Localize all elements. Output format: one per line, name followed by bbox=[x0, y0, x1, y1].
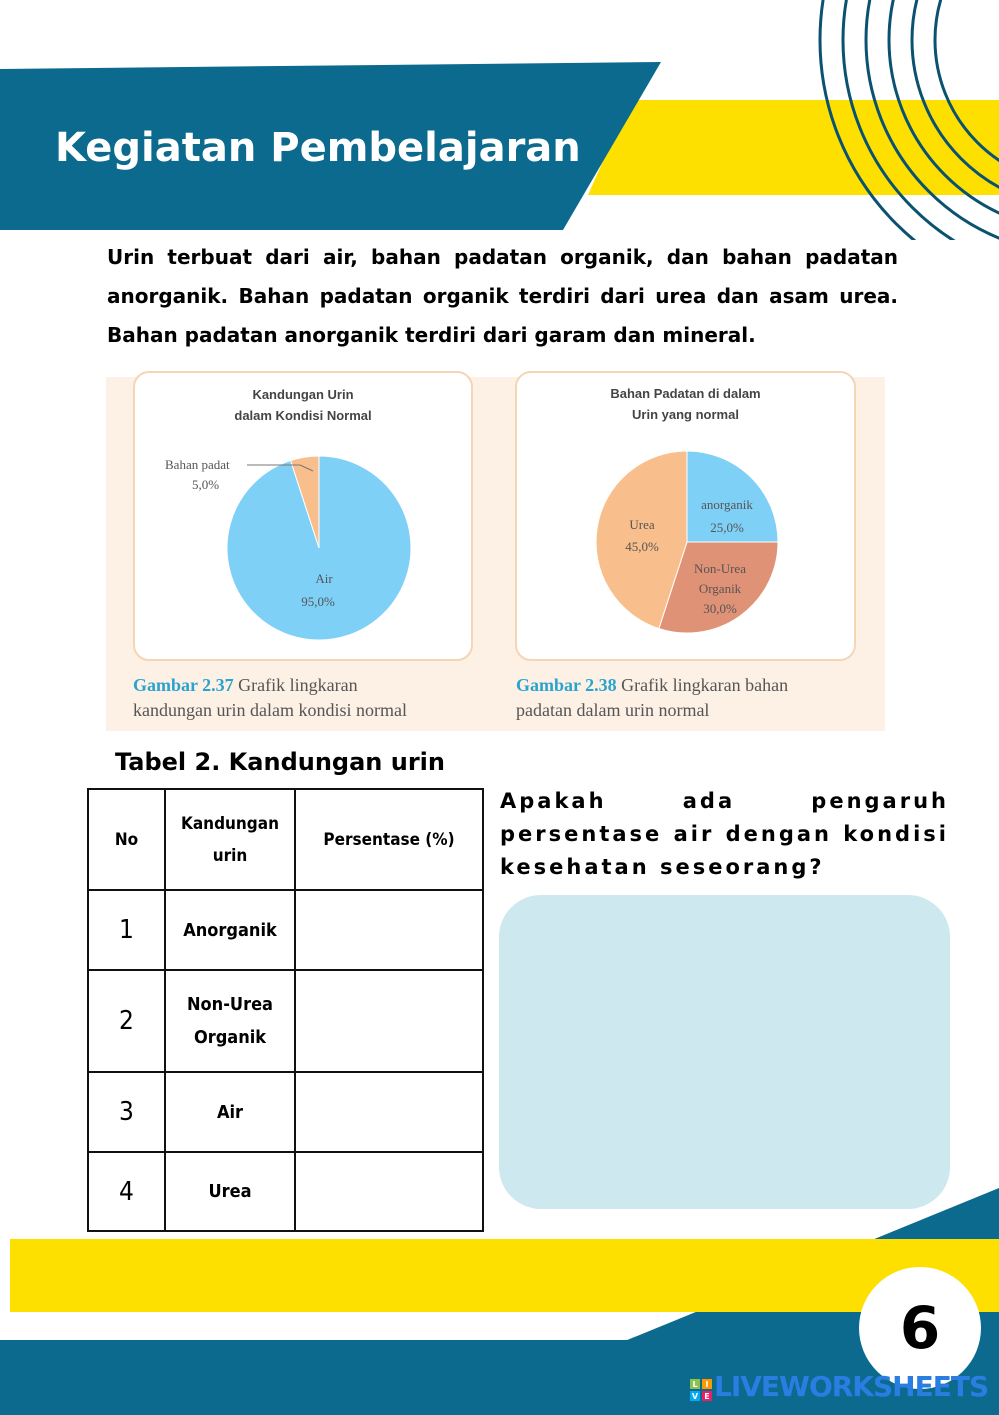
persentase-input-cell[interactable] bbox=[295, 1152, 483, 1231]
caption-text: padatan dalam urin normal bbox=[516, 700, 710, 720]
svg-text:I: I bbox=[705, 1380, 709, 1389]
slice-label-organik: Organik bbox=[698, 581, 742, 596]
pie-title-line: Kandungan Urin bbox=[252, 387, 354, 402]
row-kandungan bbox=[165, 1152, 295, 1231]
footer-yellow-band bbox=[10, 1239, 999, 1312]
row-number: 1 bbox=[88, 890, 165, 970]
answer-input-box[interactable] bbox=[499, 895, 950, 1209]
slice-label-bahan-padat: Bahan padat bbox=[165, 457, 230, 472]
row-kandungan bbox=[165, 890, 295, 970]
header-kandungan-line: Kandungan bbox=[181, 813, 279, 834]
figure-caption-1 bbox=[133, 673, 407, 723]
persentase-input-cell[interactable] bbox=[295, 890, 483, 970]
table-row bbox=[88, 890, 483, 970]
urine-content-table bbox=[87, 788, 484, 1232]
slice-value-urea: 45,0% bbox=[625, 539, 659, 554]
table-title: Tabel 2. Kandungan urin bbox=[115, 748, 445, 776]
row-kandungan-line: Non-Urea bbox=[187, 994, 273, 1015]
slice-label-urea: Urea bbox=[629, 517, 655, 532]
header-kandungan bbox=[165, 789, 295, 890]
slice-value-non-urea: 30,0% bbox=[703, 601, 737, 616]
header-kandungan-line: urin bbox=[212, 845, 248, 866]
table-row bbox=[88, 1072, 483, 1152]
row-kandungan bbox=[165, 1072, 295, 1152]
slice-value-air: 95,0% bbox=[301, 594, 335, 609]
row-kandungan bbox=[165, 970, 295, 1072]
page-title: Kegiatan Pembelajaran bbox=[55, 125, 581, 171]
slice-label-anorganik: anorganik bbox=[701, 497, 753, 512]
svg-text:L: L bbox=[692, 1380, 698, 1389]
intro-paragraph: Urin terbuat dari air, bahan padatan organik, dan bahan padatan anorganik. Bahan padatan organik terdiri dari urea dan asam urea. Bahan padatan anorganik terdiri dari garam dan mineral. bbox=[107, 245, 898, 347]
row-kandungan-line: Anorganik bbox=[183, 919, 277, 941]
slice-label-air: Air bbox=[315, 571, 333, 586]
svg-text:V: V bbox=[691, 1392, 699, 1401]
liveworksheets-brand: LIVEWORKSHEETS bbox=[714, 1370, 989, 1403]
pie-title-line: Urin yang normal bbox=[632, 407, 739, 422]
caption-figure-number: Gambar 2.37 bbox=[133, 675, 234, 695]
row-number: 2 bbox=[88, 970, 165, 1072]
persentase-input-cell[interactable] bbox=[295, 970, 483, 1072]
figure-caption-2 bbox=[516, 673, 788, 723]
pie-chart-1 bbox=[135, 373, 475, 663]
pie-card-kandungan-urin bbox=[133, 371, 473, 661]
row-number: 3 bbox=[88, 1072, 165, 1152]
slice-value-bahan-padat: 5,0% bbox=[192, 477, 220, 492]
caption-text: kandungan urin dalam kondisi normal bbox=[133, 700, 407, 720]
row-kandungan-line: Air bbox=[216, 1101, 244, 1123]
row-kandungan-line: Urea bbox=[208, 1181, 252, 1202]
pie-title-line: Bahan Padatan di dalam bbox=[610, 386, 761, 401]
persentase-input-cell[interactable] bbox=[295, 1072, 483, 1152]
svg-text:E: E bbox=[704, 1392, 710, 1401]
liveworksheets-logo-icon bbox=[690, 1379, 712, 1401]
pie-chart-2 bbox=[517, 373, 858, 663]
table-row bbox=[88, 970, 483, 1072]
row-kandungan-line: Organik bbox=[193, 1027, 267, 1048]
page-number: 6 bbox=[899, 1294, 941, 1362]
caption-text: Grafik lingkaran bbox=[233, 675, 358, 695]
header-no: No bbox=[88, 789, 165, 890]
slice-label-non-urea: Non-Urea bbox=[694, 561, 746, 576]
header-persentase: Persentase (%) bbox=[295, 789, 483, 890]
caption-figure-number: Gambar 2.38 bbox=[516, 675, 617, 695]
slice-value-anorganik: 25,0% bbox=[710, 520, 744, 535]
table-row bbox=[88, 1152, 483, 1231]
figure-panel bbox=[106, 377, 885, 731]
row-number: 4 bbox=[88, 1152, 165, 1231]
pie-title-line: dalam Kondisi Normal bbox=[234, 408, 372, 423]
caption-text: Grafik lingkaran bahan bbox=[616, 675, 789, 695]
table-header-row bbox=[88, 789, 483, 890]
question-text: Apakah ada pengaruh persentase air dengan kondisi kesehatan seseorang? bbox=[500, 789, 949, 879]
pie-card-bahan-padatan bbox=[515, 371, 856, 661]
